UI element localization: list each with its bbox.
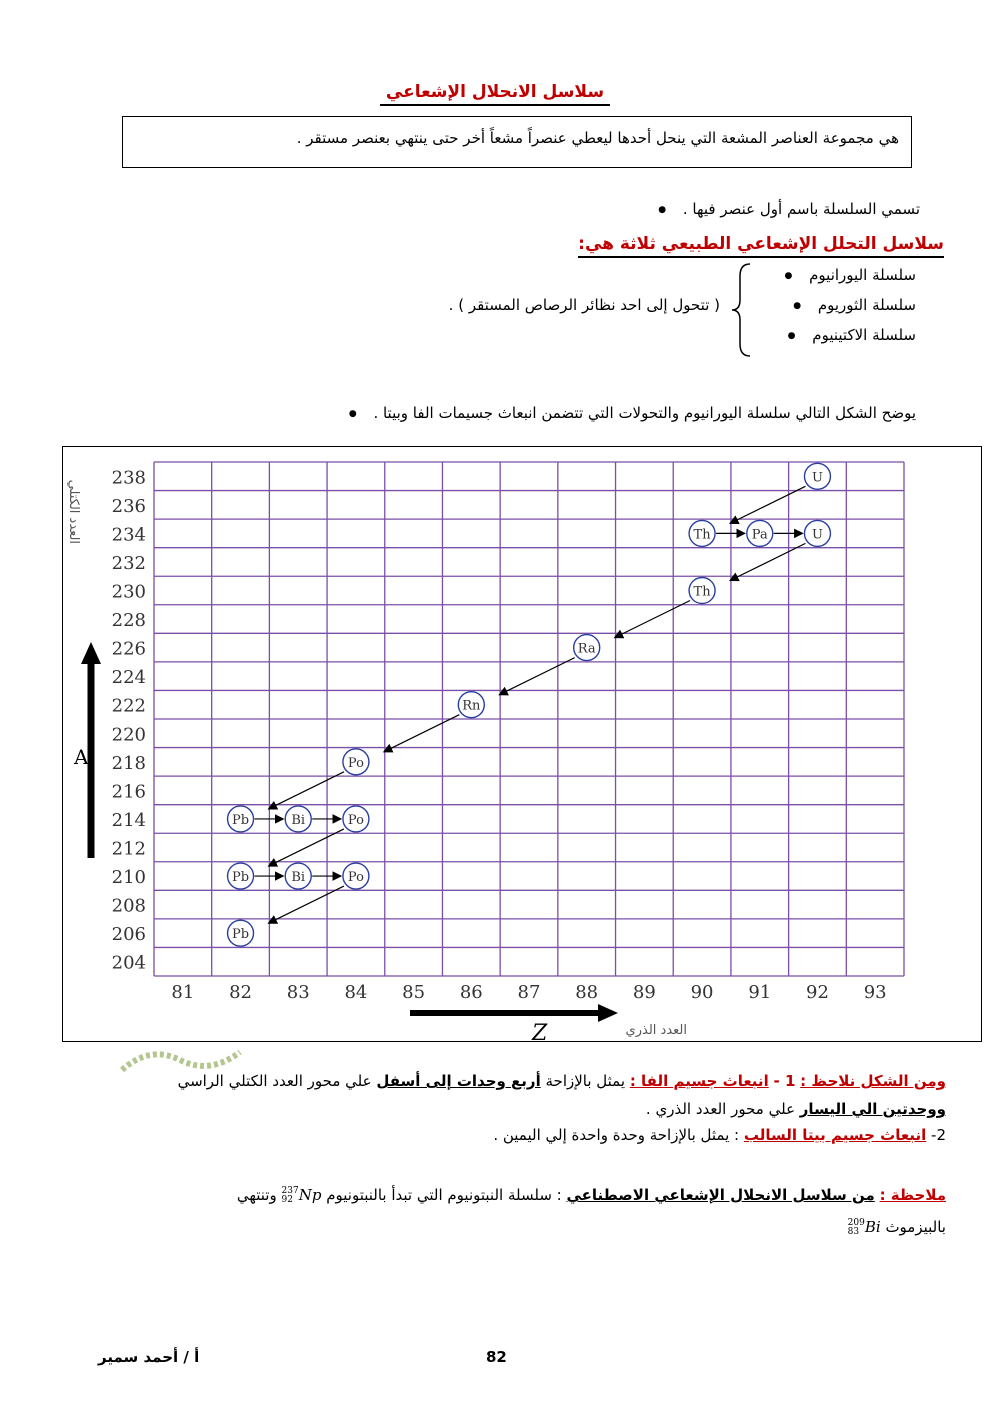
nuclide-label: Pb <box>231 870 250 886</box>
x-axis-title: العدد الذري <box>625 1023 687 1038</box>
nuclide-label: Rn <box>462 698 481 714</box>
definition-box <box>122 116 912 168</box>
nuclide-label: Bi <box>291 870 306 886</box>
natural-series-title: سلاسل التحلل الإشعاعي الطبيعي ثلاثة هي: <box>578 234 944 258</box>
nuclide-label: U <box>811 470 823 486</box>
definition-text: هي مجموعة العناصر المشعة التي ينحل أحدها ليعطي عنصراً مشعاً أخر حتى ينتهي بعنصر مستقر . <box>296 129 899 147</box>
series-item-label: سلسلة اليورانيوم <box>809 266 916 284</box>
y-tick-label: 236 <box>111 495 146 517</box>
y-tick-label: 234 <box>111 524 146 546</box>
bi-mass-number: 209 <box>847 1218 865 1228</box>
nuclide-markers <box>228 463 831 946</box>
np-mass-number: 237 <box>281 1186 299 1196</box>
x-tick-label: 86 <box>459 982 483 1003</box>
artificial-series-note <box>237 1186 946 1205</box>
x-tick-label: 90 <box>690 982 714 1003</box>
decay-arrows <box>255 486 806 923</box>
observation-lead: ومن الشكل نلاحظ : <box>800 1072 946 1090</box>
y-tick-label: 224 <box>111 667 146 689</box>
y-tick-label: 218 <box>111 752 146 774</box>
x-tick-label: 83 <box>286 982 310 1003</box>
y-tick-label: 230 <box>111 581 146 603</box>
y-tick-label: 232 <box>111 552 146 574</box>
np-symbol: Np <box>298 1186 322 1204</box>
page-title: سلاسل الانحلال الإشعاعي <box>380 82 610 106</box>
bi-symbol: Bi <box>864 1218 881 1236</box>
two-units-left: ووحدتين الي اليسار <box>799 1100 946 1118</box>
figure-intro <box>349 404 916 422</box>
y-tick-label: 216 <box>111 781 146 803</box>
page-number: 82 <box>486 1348 507 1366</box>
nuclide-label: Po <box>347 812 364 828</box>
series-item-label: سلسلة الثوريوم <box>817 296 916 314</box>
x-tick-label: 93 <box>863 982 887 1003</box>
observation-alpha <box>46 1072 946 1090</box>
nuclide-label: Pb <box>231 812 250 828</box>
nuclide-label: Ra <box>577 641 596 657</box>
naming-note <box>658 200 920 218</box>
y-tick-label: 228 <box>111 610 146 632</box>
x-tick-label: 81 <box>171 982 195 1003</box>
x-tick-label: 84 <box>344 982 368 1003</box>
note-text-a: : سلسلة النبتونيوم التي تبدأ بالنبتونيوم <box>326 1186 562 1204</box>
x-tick-label: 92 <box>806 982 829 1003</box>
x-tick-label: 91 <box>748 982 772 1003</box>
chart-grid <box>154 462 904 976</box>
beta-emission-label: انبعاث جسيم بيتا السالب <box>743 1126 927 1144</box>
x-arrow-label: Z <box>532 1021 548 1042</box>
alpha-decay-arrow <box>499 658 574 695</box>
note-label: ملاحظة : <box>879 1186 946 1204</box>
x-axis-arrowhead <box>598 1004 618 1022</box>
observation-number-2: 2- <box>931 1126 946 1144</box>
y-arrow-label: A <box>74 745 89 769</box>
y-tick-label: 214 <box>111 809 146 831</box>
y-tick-label: 206 <box>111 924 146 946</box>
observation-number-1: 1 - <box>773 1072 796 1090</box>
y-tick-label: 222 <box>111 695 146 717</box>
series-item <box>788 326 916 344</box>
alpha-decay-arrow <box>269 829 344 866</box>
bi-atomic-number: 83 <box>847 1227 860 1237</box>
nuclide-label: U <box>811 527 823 543</box>
alpha-decay-arrow <box>269 886 344 923</box>
x-tick-label: 82 <box>229 982 252 1003</box>
y-axis-arrowhead <box>81 642 101 664</box>
y-tick-label: 208 <box>111 895 146 917</box>
alpha-decay-arrow <box>615 601 690 638</box>
observation-beta <box>493 1126 946 1144</box>
series-item <box>785 266 917 284</box>
bismuth-symbol <box>848 1218 881 1237</box>
alpha-emission-label: انبعاث جسيم الفا : <box>629 1072 769 1090</box>
decay-chart <box>62 446 982 1042</box>
x-tick-label: 85 <box>402 982 426 1003</box>
note-text-c: بالبيزموث <box>885 1218 946 1236</box>
alpha-decay-arrow <box>384 715 459 752</box>
series-item-label: سلسلة الاكتينيوم <box>812 326 916 344</box>
author-name: أ / أحمد سمير <box>98 1348 200 1366</box>
alpha-text-a: يمثل بالإزاحة <box>545 1072 626 1090</box>
nuclide-label: Pa <box>751 527 768 543</box>
figure-intro-text: يوضح الشكل التالي سلسلة اليورانيوم والتحولات التي تتضمن انبعاث جسيمات الفا وبيتا . <box>373 404 916 422</box>
y-tick-label: 204 <box>111 952 146 974</box>
artificial-series-note-line2 <box>848 1218 946 1237</box>
nuclide-label: Po <box>347 755 364 771</box>
alpha-decay-arrow <box>269 772 344 809</box>
y-tick-label: 226 <box>111 638 146 660</box>
nuclide-label: Th <box>693 584 711 600</box>
y-tick-label: 238 <box>111 467 146 489</box>
nuclide-label: Pb <box>231 927 250 943</box>
beta-text: : يمثل بالإزاحة وحدة واحدة إلي اليمين . <box>493 1126 740 1144</box>
note-series-name: من سلاسل الانحلال الإشعاعي الاصطناعي <box>566 1186 875 1204</box>
observation-alpha-line2 <box>646 1100 946 1118</box>
series-item <box>793 296 916 314</box>
nuclide-label: Po <box>347 870 364 886</box>
x-tick-label: 87 <box>517 982 541 1003</box>
curly-brace <box>730 262 754 358</box>
alpha-text-b: علي محور العدد الكتلي الراسي <box>177 1072 372 1090</box>
y-axis-title: العدد الكتلي <box>66 479 81 544</box>
neptunium-symbol <box>282 1186 322 1205</box>
y-tick-label: 210 <box>111 867 146 889</box>
note-text-b: وتنتهي <box>236 1186 277 1204</box>
alpha-decay-arrow <box>730 543 805 580</box>
two-units-left-text: علي محور العدد الذري . <box>645 1100 796 1118</box>
np-atomic-number: 92 <box>281 1195 293 1205</box>
nuclide-label: Bi <box>291 812 306 828</box>
x-tick-label: 89 <box>632 982 656 1003</box>
series-note: ( تتحول إلى احد نظائر الرصاص المستقر ) . <box>448 296 720 314</box>
alpha-decay-arrow <box>730 486 805 523</box>
y-tick-label: 212 <box>111 838 146 860</box>
alpha-four-units: أربع وحدات إلى أسفل <box>376 1072 541 1090</box>
nuclide-label: Th <box>693 527 711 543</box>
naming-note-text: تسمي السلسلة باسم أول عنصر فيها . <box>682 200 920 218</box>
y-tick-label: 220 <box>111 724 146 746</box>
x-tick-label: 88 <box>575 982 599 1003</box>
